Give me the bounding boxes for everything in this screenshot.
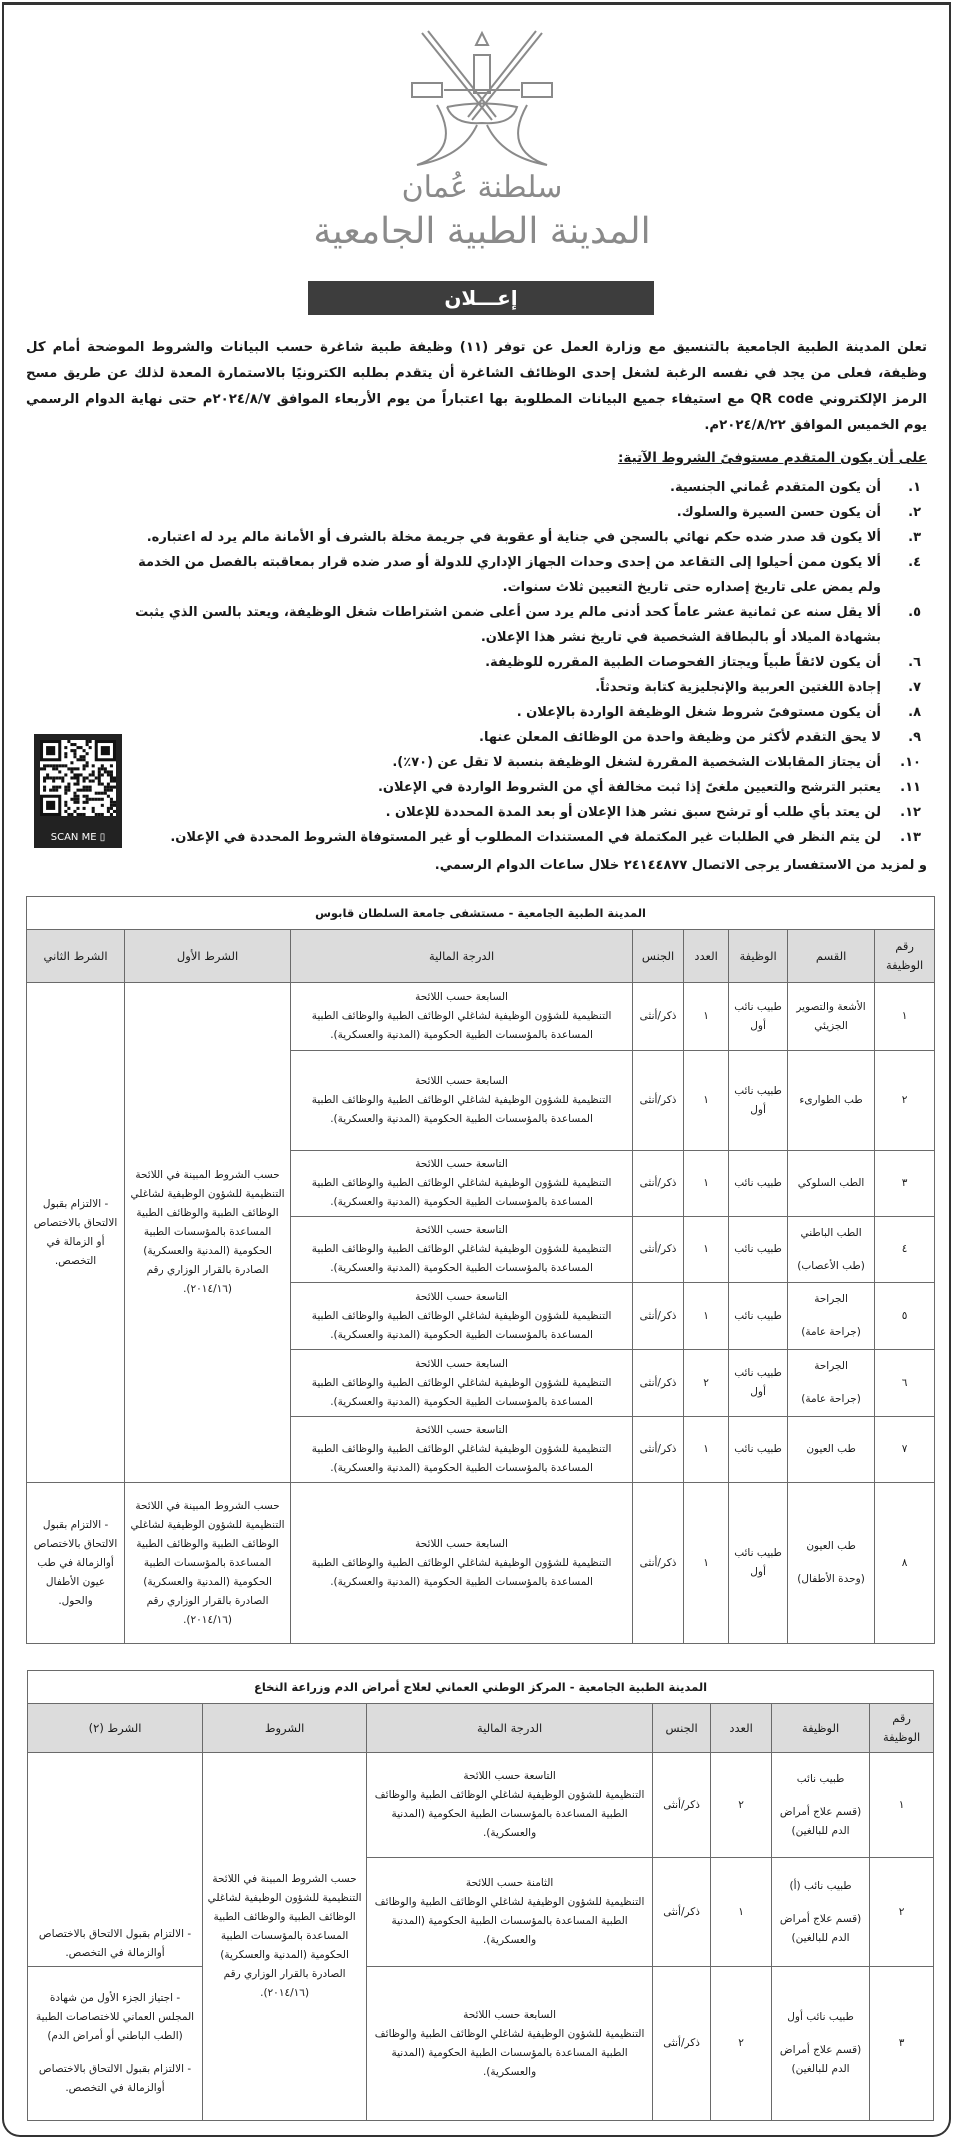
logo-line-sultanate: سلطنة عُمان [401,170,563,205]
condition-item [122,525,927,550]
gender: ذكر/أنثى [639,1443,677,1455]
job-title: طبيب نائب أول [734,1084,782,1116]
job-title-cell [729,1151,788,1217]
grade-body: التنظيمية للشؤون الوظيفية لشاغلي الوظائف الطبية والوظائف الطبية المساعدة بالمؤسسات الطبية الحكومية (المدنية والعسكرية). [311,1177,612,1208]
department: الجراحة [814,1360,848,1372]
count-cell [684,1350,729,1417]
grade-cell [367,1858,653,1967]
table-header-row [28,1704,934,1753]
condition-number: ٤. [908,555,921,570]
condition-item [122,500,927,525]
gender-cell [633,983,684,1051]
condition-text: أن يكون لائقاً طبياً ويجتاز الفحوصات الطبية المقرره للوظيفة. [485,655,881,670]
table-hematology-center-jobs [27,1670,934,2121]
second-condition-cell [28,1967,203,2121]
condition-item [122,675,927,700]
job-title-cell [729,1051,788,1151]
job-number-cell [870,1967,934,2121]
gender: ذكر/أنثى [639,1177,677,1189]
gender: ذكر/أنثى [639,1556,677,1569]
condition-text: أن يكون حسن السيرة والسلوك. [676,505,881,520]
grade-body: التنظيمية للشؤون الوظيفية لشاغلي الوظائف الطبية والوظائف الطبية المساعدة بالمؤسسات الطبية الحكومية (المدنية والعسكرية). [311,1309,612,1341]
department: طب العيون [806,1540,856,1552]
column-header-text: الشروط [264,1720,305,1735]
column-header [870,1704,934,1753]
page-frame [2,2,951,2137]
job-count: ١ [703,1010,709,1022]
condition-number: ١٠. [900,755,921,770]
announcement-banner: إعـــلان [308,281,654,315]
column-header-text: رقم الوظيفة [885,939,924,972]
grade-body: التنظيمية للشؤون الوظيفية لشاغلي الوظائف الطبية والوظائف الطبية المساعدة بالمؤسسات الطبية الحكومية (المدنية والعسكرية). [311,1094,612,1125]
job-title: طبيب نائب [734,1243,782,1255]
column-header-text: الجنس [665,1720,698,1735]
job-number: ٥ [901,1309,908,1322]
first-condition-cell [125,983,291,1483]
grade-cell [367,1967,653,2121]
job-title: طبيب نائب [734,1309,782,1322]
column-header [711,1704,772,1753]
column-header-text: الشرط الأول [176,948,239,963]
gender: ذكر/أنثى [639,1309,677,1322]
gender: ذكر/أنثى [663,2037,700,2049]
condition-item [122,750,927,775]
condition-text: لن يعتد بأي طلب أو ترشح سبق نشر هذا الإعلان أو بعد المدة المحددة للإعلان . [385,805,881,820]
condition-item [122,650,927,675]
job-number: ٦ [901,1376,908,1389]
column-header [684,930,729,983]
job-number-cell [875,1283,935,1350]
job-department: (قسم علاج أمراض الدم للبالغين) [779,1805,862,1837]
job-title: طبيب نائب [734,1443,782,1455]
job-title: طبيب نائب [796,1772,845,1785]
gender-cell [653,1753,711,1858]
column-header-text: الشرط (٢) [88,1720,142,1735]
job-count: ١ [703,1443,709,1455]
gender: ذكر/أنثى [639,1376,677,1389]
qr-pattern [40,740,116,816]
grade-body: التنظيمية للشؤون الوظيفية لشاغلي الوظائف الطبية والوظائف الطبية المساعدة بالمؤسسات الطبية الحكومية (المدنية والعسكرية). [311,1243,612,1274]
job-number: ١ [901,1010,908,1022]
grade-cell [291,1151,633,1217]
gender-cell [633,1350,684,1417]
job-count: ١ [738,1905,744,1918]
department: الطب الباطني [800,1226,862,1239]
department: الجراحة [814,1293,848,1305]
department-sub: (طب الأعصاب) [797,1259,865,1272]
grade-body: التنظيمية للشؤون الوظيفية لشاغلي الوظائف الطبية والوظائف الطبية المساعدة بالمؤسسات الطبية الحكومية (المدنية والعسكرية). [311,1010,612,1041]
job-number-cell [875,1151,935,1217]
gender-cell [633,1217,684,1283]
table-title: المدينة الطبية الجامعية - مستشفى جامعة السلطان قابوس [315,905,646,920]
second-condition-cell [28,1753,203,1967]
second-condition: - الالتزام بقبول الالتحاق بالاختصاص أوالزمالة في التخصص. [38,1928,192,1959]
job-title-cell [772,1753,870,1858]
conditions: حسب الشروط المبينة في اللائحة التنظيمية للشؤون الوظيفية لشاغلي الوظائف الطبية والوظائف الطبية المساعدة بالمؤسسات الطبية الحكومية (المدنية والعسكرية) الصادرة بالقرار الوزاري رقم (٢٠١٤/١٦). [207,1873,362,1999]
job-title-cell [729,983,788,1051]
column-header [729,930,788,983]
conditions-cell [203,1753,367,2121]
department-cell [788,1350,875,1417]
condition-item [122,775,927,800]
job-count: ١ [703,1094,709,1106]
column-header [788,930,875,983]
gender-cell [633,1283,684,1350]
grade-cell [291,1483,633,1644]
job-number-cell [875,1417,935,1483]
department-cell [788,983,875,1051]
count-cell [684,1151,729,1217]
column-header-text: الجنس [641,948,675,963]
condition-item [122,825,927,850]
grade-title: السابعة حسب اللائحة [463,2008,556,2021]
department-cell [788,1417,875,1483]
job-number: ٢ [901,1094,908,1106]
condition-text: ألا يكون ممن أحيلوا إلى التقاعد من إحدى وحدات الجهاز الإداري للدولة أو صدر ضده قرار بمعاقبته بالفصل من الخدمة ولم يمض على تاريخ إصداره حتى تاريخ التعيين ثلاث سنوات. [138,555,881,595]
condition-text: إجادة اللغتين العربية والإنجليزية كتابة وتحدثاً. [595,680,881,695]
grade-body: التنظيمية للشؤون الوظيفية لشاغلي الوظائف الطبية والوظائف الطبية المساعدة بالمؤسسات الطبية الحكومية (المدنية والعسكرية). [311,1376,612,1408]
conditions-section [26,475,927,850]
department: طب الطوارىء [799,1094,863,1106]
condition-item [122,475,927,500]
grade-cell [291,1283,633,1350]
second-condition-cell [27,1483,125,1644]
grade-body: التنظيمية للشؤون الوظيفية لشاغلي الوظائف الطبية والوظائف الطبية المساعدة بالمؤسسات الطبية الحكومية (المدنية والعسكرية). [374,1789,645,1839]
job-number-cell [870,1753,934,1858]
column-header-text: الشرط الثاني [43,948,108,963]
condition-number: ٦. [908,655,921,670]
column-header-text: رقم الوظيفة [882,1711,921,1744]
job-number: ٤ [901,1243,908,1255]
condition-item [122,700,927,725]
gender: ذكر/أنثى [639,1094,677,1106]
oman-emblem-icon [392,25,572,170]
count-cell [711,1753,772,1858]
job-number: ٨ [901,1556,908,1569]
department-sub: (وحدة الأطفال) [797,1573,865,1585]
gender: ذكر/أنثى [639,1010,677,1022]
grade-cell [291,1350,633,1417]
department-sub: (جراحة عامة) [801,1326,861,1338]
count-cell [684,1417,729,1483]
count-cell [684,983,729,1051]
gender-cell [633,1483,684,1644]
table-title-cell [28,1671,934,1704]
job-number: ٧ [901,1443,908,1455]
column-header [27,930,125,983]
grade-body: التنظيمية للشؤون الوظيفية لشاغلي الوظائف الطبية والوظائف الطبية المساعدة بالمؤسسات الطبية الحكومية (المدنية والعسكرية). [374,2027,645,2078]
job-number: ١ [898,1798,905,1811]
job-title-cell [772,1858,870,1967]
job-count: ١ [703,1243,709,1255]
grade-title: السابعة حسب اللائحة [415,1357,508,1370]
column-header [653,1704,711,1753]
intro-paragraph: تعلن المدينة الطبية الجامعية بالتنسيق مع وزارة العمل عن توفر (١١) وظيفة طبية شاغرة حسب البيانات والشروط الموضحة أمام كل وظيفة، فعلى من يجد في نفسه الرغبة لشغل إحدى الوظائف الشاغرة أن يتقدم بطلبه الكترونيًا بالاستمارة المعدة لذلك عن طريق مسح الرمز الإلكتروني QR code مع استيفاء جميع البيانات المطلوبة بها اعتباراً من يوم الأربعاء الموافق ٢٠٢٤/٨/٧م حتى نهاية الدوام الرسمي يوم الخميس الموافق ٢٠٢٤/٨/٢٢م. [26,340,927,433]
job-count: ٢ [703,1376,709,1389]
grade-title: التاسعة حسب اللائحة [415,1158,508,1170]
job-number-cell [875,1483,935,1644]
first-condition-cell [125,1483,291,1644]
gender-cell [653,1967,711,2121]
gender-cell [653,1858,711,1967]
condition-text: لن يتم النظر في الطلبات غير المكتملة في المستندات المطلوب أو غير المستوفاة الشروط المحددة في الإعلان. [170,830,881,845]
condition-number: ١٣. [900,830,921,845]
department-sub: (جراحة عامة) [801,1393,861,1405]
contact-line: و لمزيد من الاستفسار يرجى الاتصال ٢٤١٤٤٨٧٧ خلال ساعات الدوام الرسمي. [434,858,927,873]
job-title: طبيب نائب أول [734,1367,782,1398]
condition-number: ١٢. [900,805,921,820]
gender: ذكر/أنثى [639,1243,677,1255]
table-squh-jobs [26,896,935,1644]
second-condition: - الالتزام بقبول الالتحاق بالاختصاص أو الزمالة في التخصص. [33,1197,118,1267]
second-condition: - الالتزام بقبول الالتحاق بالاختصاص أوالزمالة في طب عيون الأطفال والحول. [33,1518,118,1607]
grade-title: التاسعة حسب اللائحة [415,1290,508,1303]
job-title-cell [729,1217,788,1283]
grade-cell [291,1417,633,1483]
logo-lettering [302,168,662,256]
gender: ذكر/أنثى [663,1905,700,1918]
grade-body: التنظيمية للشؤون الوظيفية لشاغلي الوظائف الطبية والوظائف الطبية المساعدة بالمؤسسات الطبية الحكومية (المدنية والعسكرية). [311,1443,612,1474]
column-header-text: العدد [729,1720,753,1735]
job-department: (قسم علاج أمراض الدم للبالغين) [779,2044,862,2075]
job-number: ٢ [898,1905,905,1918]
condition-number: ١. [908,480,921,495]
condition-number: ٥. [908,605,921,620]
column-header [28,1704,203,1753]
job-title-cell [772,1967,870,2121]
qr-code[interactable] [34,734,122,848]
condition-text: لا يحق التقدم لأكثر من وظيفة واحدة من الوظائف المعلن عنها. [479,730,881,745]
count-cell [684,1283,729,1350]
column-header [875,930,935,983]
grade-title: السابعة حسب اللائحة [415,991,508,1003]
job-number-cell [875,1051,935,1151]
column-header-text: الوظيفة [739,948,777,963]
table-title-cell [27,897,935,930]
job-count: ٢ [738,2037,744,2049]
column-header-text: الدرجة المالية [428,948,495,963]
job-title-cell [729,1350,788,1417]
job-title-cell [729,1483,788,1644]
grade-body: التنظيمية للشؤون الوظيفية لشاغلي الوظائف الطبية والوظائف الطبية المساعدة بالمؤسسات الطبية الحكومية (المدنية والعسكرية). [311,1556,612,1588]
job-count: ١ [703,1556,709,1569]
phone-icon: ▯ [96,832,106,843]
condition-item [122,725,927,750]
job-number: ٣ [901,1177,908,1189]
qr-column [26,475,122,850]
table-row [28,1967,934,2121]
scan-me-label [34,831,122,845]
condition-number: ٢. [908,505,921,520]
job-title: طبيب نائب أول [734,1547,782,1578]
job-title: طبيب نائب أول [734,1000,782,1032]
job-title: طبيب نائب (أ) [789,1879,852,1892]
first-condition: حسب الشروط المبينة في اللائحة التنظيمية للشؤون الوظيفية لشاغلي الوظائف الطبية والوظائف الطبية المساعدة بالمؤسسات الطبية الحكومية (المدنية والعسكرية) الصادرة بالقرار الوزاري رقم (٢٠١٤/١٦). [130,1169,285,1295]
second-condition-b: - الالتزام بقبول الالتحاق بالاختصاص أوالزمالة في التخصص. [38,2063,192,2094]
condition-text: أن يجتاز المقابلات الشخصية المقررة لشغل الوظيفة بنسبة لا تقل عن (٧٠٪). [392,755,881,770]
count-cell [711,1858,772,1967]
grade-cell [367,1753,653,1858]
column-header [203,1704,367,1753]
department-cell [788,1283,875,1350]
column-header [633,930,684,983]
conditions-heading: على أن يكون المتقدم مستوفىً الشروط الآتية: [618,450,927,466]
column-header [291,930,633,983]
gender-cell [633,1151,684,1217]
table-title-row [27,897,935,930]
grade-title: التاسعة حسب اللائحة [463,1770,556,1782]
second-condition-a: - اجتياز الجزء الأول من شهادة المجلس العماني للاختصاصات الطبية (الطب الباطني أو أمراض الدم) [35,1992,195,2042]
grade-title: السابعة حسب اللائحة [415,1537,508,1550]
table-row [27,1483,935,1644]
department-cell [788,1151,875,1217]
condition-item [122,800,927,825]
condition-number: ٧. [908,680,921,695]
department: الطب السلوكي [797,1177,865,1189]
job-count: ١ [703,1177,709,1189]
first-condition: حسب الشروط المبينة في اللائحة التنظيمية للشؤون الوظيفية لشاغلي الوظائف الطبية والوظائف الطبية المساعدة بالمؤسسات الطبية الحكومية (المدنية والعسكرية) الصادرة بالقرار الوزاري رقم (٢٠١٤/١٦). [130,1499,285,1626]
condition-number: ٨. [908,705,921,720]
scan-me-text: SCAN ME [50,832,97,843]
gender-cell [633,1417,684,1483]
condition-number: ٩. [908,730,921,745]
grade-cell [291,1051,633,1151]
grade-title: السابعة حسب اللائحة [415,1075,508,1087]
count-cell [684,1217,729,1283]
page-header [4,5,949,323]
grade-cell [291,983,633,1051]
job-number-cell [875,1217,935,1283]
department: طب العيون [806,1443,856,1455]
column-header [772,1704,870,1753]
count-cell [684,1483,729,1644]
table-title-row [28,1671,934,1704]
column-header [367,1704,653,1753]
condition-number: ٣. [908,530,921,545]
job-title: طبيب نائب [734,1177,782,1189]
department-cell [788,1051,875,1151]
column-header-text: الوظيفة [801,1720,840,1735]
grade-body: التنظيمية للشؤون الوظيفية لشاغلي الوظائف الطبية والوظائف الطبية المساعدة بالمؤسسات الطبية الحكومية (المدنية والعسكرية). [374,1896,645,1946]
logo-line-institution: المدينة الطبية الجامعية [313,211,651,252]
condition-text: ألا يكون قد صدر ضده حكم نهائي بالسجن في جناية أو عقوبة في جريمة مخلة بالشرف أو الأمانة مالم يرد له اعتباره. [146,530,881,545]
count-cell [684,1051,729,1151]
job-number-cell [875,983,935,1051]
condition-text: أن يكون المتقدم عُماني الجنسية. [670,480,881,495]
condition-text: ألا يقل سنه عن ثمانية عشر عاماً كحد أدنى مالم يرد سن أعلى ضمن اشتراطات شغل الوظيفة، ويعتد بالسن الذي يثبت بشهادة الميلاد أو بالبطاقة الشخصية في تاريخ نشر هذا الإعلان. [135,605,881,645]
second-condition-cell [27,983,125,1483]
condition-item [122,550,927,600]
department: الأشعة والتصوير الجزيئي [796,1000,866,1032]
job-number-cell [875,1350,935,1417]
job-count: ١ [703,1309,709,1322]
condition-number: ١١. [900,780,921,795]
job-number: ٣ [898,2037,905,2049]
grade-title: الثامنة حسب اللائحة [465,1877,554,1889]
department-cell [788,1217,875,1283]
job-title: طبيب نائب أول [787,2011,854,2023]
condition-item [122,600,927,650]
count-cell [711,1967,772,2121]
job-department: (قسم علاج أمراض الدم للبالغين) [779,1912,862,1944]
job-count: ٢ [738,1798,744,1811]
grade-cell [291,1217,633,1283]
table-row [27,983,935,1051]
condition-text: يعتبر الترشح والتعيين ملغىً إذا ثبت مخالفة أي من الشروط الواردة في الإعلان. [377,780,881,795]
grade-title: التاسعة حسب اللائحة [415,1424,508,1436]
job-title-cell [729,1283,788,1350]
condition-text: أن يكون مستوفىً شروط شغل الوظيفة الواردة بالإعلان . [516,705,881,720]
table-title: المدينة الطبية الجامعية - المركز الوطني العماني لعلاج أمراض الدم وزراعة النخاع [254,1679,708,1694]
gender: ذكر/أنثى [663,1798,700,1811]
column-header-text: العدد [694,948,718,963]
job-number-cell [870,1858,934,1967]
table-header-row [27,930,935,983]
department-cell [788,1483,875,1644]
column-header [125,930,291,983]
conditions-list [122,475,927,850]
grade-title: التاسعة حسب اللائحة [415,1224,508,1236]
table-row [28,1753,934,1858]
job-title-cell [729,1417,788,1483]
column-header-text: الدرجة المالية [476,1720,543,1735]
column-header-text: القسم [815,948,847,963]
gender-cell [633,1051,684,1151]
